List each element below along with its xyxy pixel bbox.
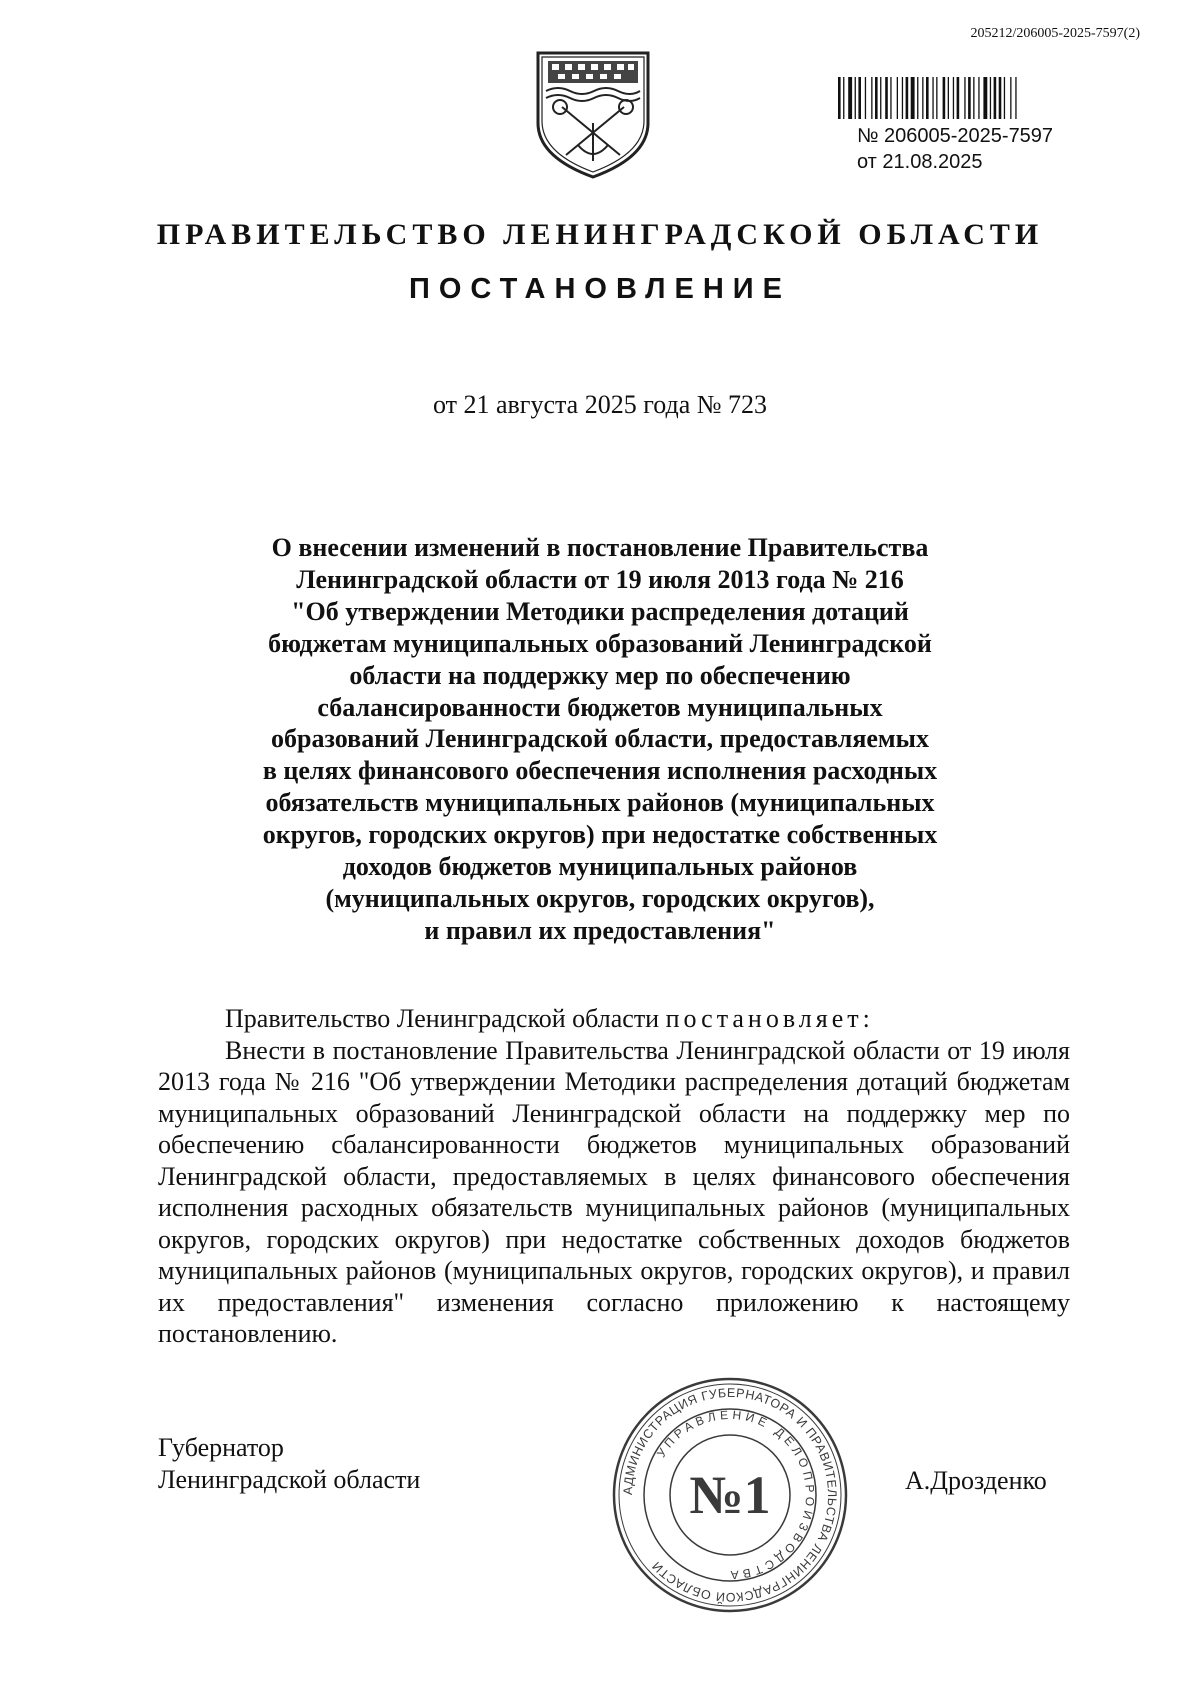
title-line: бюджетам муниципальных образований Ленинградской xyxy=(268,628,932,658)
title-line: "Об утверждении Методики распределения дотаций xyxy=(291,596,909,626)
official-stamp xyxy=(610,1375,850,1615)
title-line: доходов бюджетов муниципальных районов xyxy=(342,852,858,882)
stamp-inner-text: УПРАВЛЕНИЕ ДЕЛОПРОИЗВОДСТВА xyxy=(654,1407,818,1583)
document-date: от 21.08.2025 xyxy=(857,151,983,173)
signatory-position xyxy=(158,1432,420,1496)
document-number: № 206005-2025-7597 xyxy=(857,125,1054,147)
stamp-center-number: №1 xyxy=(689,1465,771,1525)
barcode xyxy=(838,77,1102,119)
title-line: (муниципальных округов, городских округов), xyxy=(325,883,875,913)
title-line: области на поддержку мер по обеспечению xyxy=(349,660,851,690)
title-line: обязательств муниципальных районов (муниципальных xyxy=(265,788,935,818)
signatory-name: А.Дрозденко xyxy=(905,1466,1047,1495)
stamp-outer-text: АДМИНИСТРАЦИЯ ГУБЕРНАТОРА И ПРАВИТЕЛЬСТВА ЛЕНИНГРАДСКОЙ ОБЛАСТИ xyxy=(620,1385,840,1605)
resolving-clause xyxy=(158,1003,1070,1035)
resolution-date-number: от 21 августа 2025 года № 723 xyxy=(432,390,768,419)
resolving-verb: постановляет: xyxy=(665,1004,874,1033)
title-line: образований Ленинградской области, предоставляемых xyxy=(271,724,929,754)
title-line: О внесении изменений в постановление Правительства xyxy=(271,533,929,562)
title-line: Ленинградской области от 19 июля 2013 года № 216 xyxy=(296,564,904,594)
signatory-position-line: Губернатор xyxy=(158,1433,284,1462)
resolution-paragraph: Внести в постановление Правительства Ленинградской области от 19 июля 2013 года № 216 "Об утверждении Методики распределения дотаций бюджетам муниципальных образований Ленинградской области на поддержку мер по обеспечению сбалансированности бюджетов муниципальных образований Ленинградской области, предоставляемых в целях финансового обеспечения исполнения расходных обязательств муниципальных районов (муниципальных округов, городских округов) при недостатке собственных доходов бюджетов муниципальных районов (муниципальных округов, городских округов), и правил их предоставления" изменения согласно приложению к настоящему постановлению. xyxy=(158,1035,1070,1348)
registration-code: 205212/206005-2025-7597(2) xyxy=(970,26,1140,41)
title-line: сбалансированности бюджетов муниципальных xyxy=(317,692,883,722)
title-line: в целях финансового обеспечения исполнения расходных xyxy=(262,756,938,786)
resolving-subject: Правительство Ленинградской области xyxy=(225,1004,660,1033)
resolution-title xyxy=(200,532,1000,947)
authority-name: ПРАВИТЕЛЬСТВО ЛЕНИНГРАДСКОЙ ОБЛАСТИ xyxy=(156,218,1044,251)
coat-of-arms-icon xyxy=(528,45,658,180)
document-type: ПОСТАНОВЛЕНИЕ xyxy=(409,273,791,305)
title-line: округов, городских округов) при недостатке собственных xyxy=(262,820,938,850)
resolution-body xyxy=(158,1003,1070,1350)
document-number-block xyxy=(857,123,1053,175)
signatory-position-line: Ленинградской области xyxy=(158,1465,421,1494)
title-line: и правил их предоставления" xyxy=(424,915,776,945)
